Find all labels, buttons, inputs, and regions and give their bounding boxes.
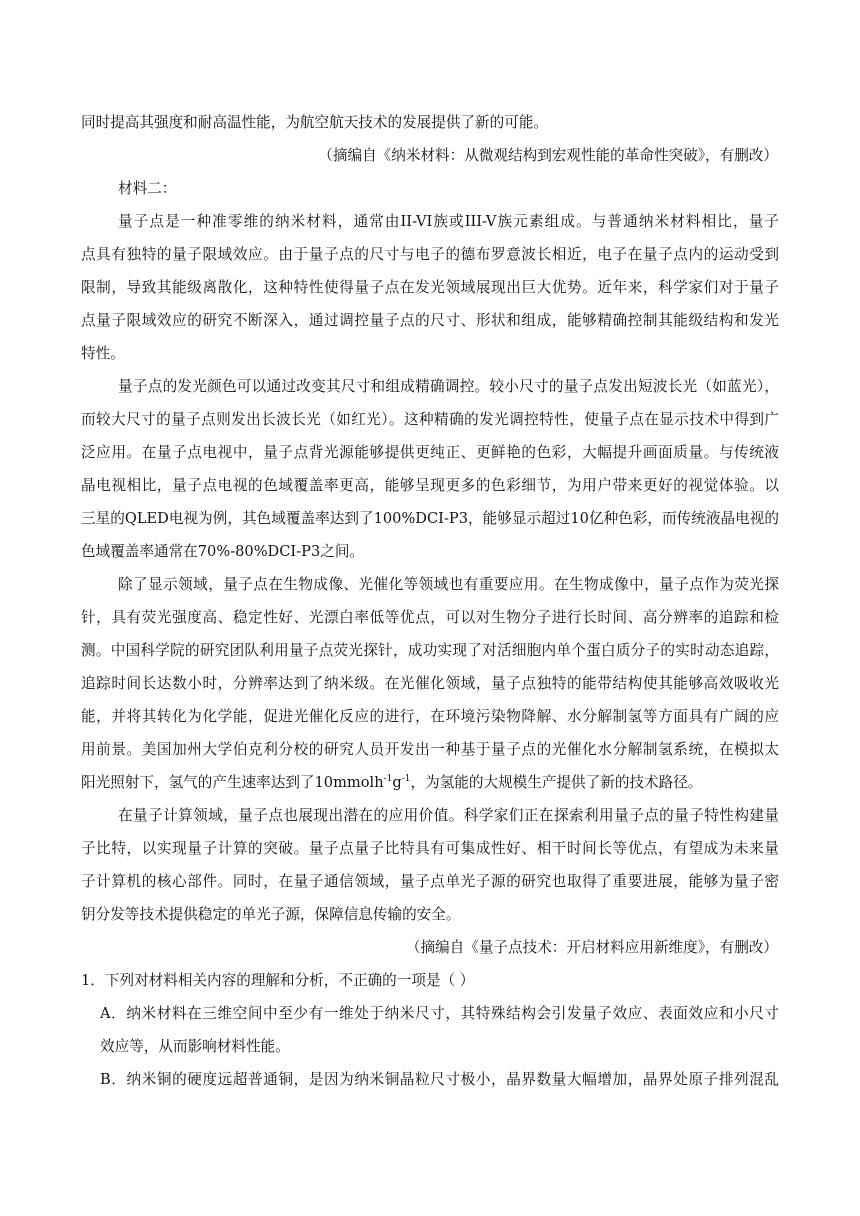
paragraph-line: 点具有独特的量子限域效应。由于量子点的尺寸与电子的德布罗意波长相近，电子在量子点内的运动受到 — [81, 246, 779, 263]
paragraph-line: 除了显示领域，量子点在生物成像、光催化等领域也有重要应用。在生物成像中，量子点作为荧光探 — [118, 576, 779, 593]
paragraph-line: 而较大尺寸的量子点则发出长波长光（如红光）。这种精确的发光调控特性，使量子点在显示技术中得到广 — [81, 411, 779, 428]
option-a-line: 效应等，从而影响材料性能。 — [100, 1038, 290, 1055]
paragraph-line: 追踪时间长达数小时，分辨率达到了纳米级。在光催化领域，量子点独特的能带结构使其能够高效吸收光 — [81, 675, 779, 692]
paragraph-line: 用前景。美国加州大学伯克利分校的研究人员开发出一种基于量子点的光催化水分解制氢系统，在模拟太 — [81, 741, 779, 758]
paragraph-line: 在量子计算领域，量子点也展现出潜在的应用价值。科学家们正在探索利用量子点的量子特性构建量 — [118, 807, 779, 824]
option-a-line: A．纳米材料在三维空间中至少有一维处于纳米尺寸，其特殊结构会引发量子效应、表面效应和小尺寸 — [100, 1005, 779, 1022]
paragraph-line: 量子点的发光颜色可以通过改变其尺寸和组成精确调控。较小尺寸的量子点发出短波长光（如蓝光）， — [118, 378, 779, 395]
paragraph-line: 特性。 — [81, 345, 125, 362]
source-citation-2: （摘编自《量子点技术：开启材料应用新维度》，有删改） — [405, 939, 778, 956]
material-two-label: 材料二： — [118, 180, 177, 197]
source-citation-1: （摘编自《纳米材料：从微观结构到宏观性能的革命性突破》，有删改） — [318, 147, 778, 164]
paragraph-line-with-units — [81, 773, 779, 793]
paragraph-line: 晶电视相比，量子点电视的色域覆盖率更高，能够呈现更多的色彩细节，为用户带来更好的视觉体验。以 — [81, 477, 779, 494]
option-b-line: B．纳米铜的硬度远超普通铜，是因为纳米铜晶粒尺寸极小，晶界数量大幅增加，晶界处原子排列混乱 — [100, 1071, 779, 1088]
paragraph-line: 色域覆盖率通常在70%-80%DCI-P3之间。 — [81, 543, 365, 560]
paragraph-line: 量子点是一种准零维的纳米材料，通常由II-VI族或III-V族元素组成。与普通纳米材料相比，量子 — [118, 213, 779, 230]
intro-tail-line: 同时提高其强度和耐高温性能，为航空航天技术的发展提供了新的可能。 — [81, 114, 549, 131]
paragraph-line: 针，具有荧光强度高、稳定性好、光漂白率低等优点，可以对生物分子进行长时间、高分辨率的追踪和检 — [81, 609, 779, 626]
paragraph-line: 测。中国科学院的研究团队利用量子点荧光探针，成功实现了对活细胞内单个蛋白质分子的实时动态追踪， — [81, 642, 779, 659]
paragraph-line: 点量子限域效应的研究不断深入，通过调控量子点的尺寸、形状和组成，能够精确控制其能级结构和发光 — [81, 312, 779, 329]
paragraph-line: 泛应用。在量子点电视中，量子点背光源能够提供更纯正、更鲜艳的色彩，大幅提升画面质量。与传统液 — [81, 444, 779, 461]
paragraph-line: 能，并将其转化为化学能，促进光催化反应的进行，在环境污染物降解、水分解制氢等方面具有广阔的应 — [81, 708, 779, 725]
question-1: 1．下列对材料相关内容的理解和分析，不正确的一项是（ ） — [81, 972, 475, 989]
text-run: 阳光照射下，氢气的产生速率达到了10mmolh — [81, 774, 384, 791]
paragraph-line: 钥分发等技术提供稳定的单光子源，保障信息传输的安全。 — [81, 906, 461, 923]
superscript: -1 — [401, 774, 411, 785]
text-run: g — [392, 774, 402, 791]
text-run: ，为氢能的大规模生产提供了新的技术路径。 — [410, 774, 703, 791]
paragraph-line: 子计算机的核心部件。同时，在量子通信领域，量子点单光子源的研究也取得了重要进展，能够为量子密 — [81, 873, 779, 890]
paragraph-line: 三星的QLED电视为例，其色域覆盖率达到了100%DCI-P3，能够显示超过10亿种色彩，而传统液晶电视的 — [81, 510, 779, 527]
paragraph-line: 限制，导致其能级离散化，这种特性使得量子点在发光领域展现出巨大优势。近年来，科学家们对于量子 — [81, 279, 779, 296]
superscript: -1 — [383, 774, 393, 785]
paragraph-line: 子比特，以实现量子计算的突破。量子点量子比特具有可集成性好、相干时间长等优点，有望成为未来量 — [81, 840, 779, 857]
